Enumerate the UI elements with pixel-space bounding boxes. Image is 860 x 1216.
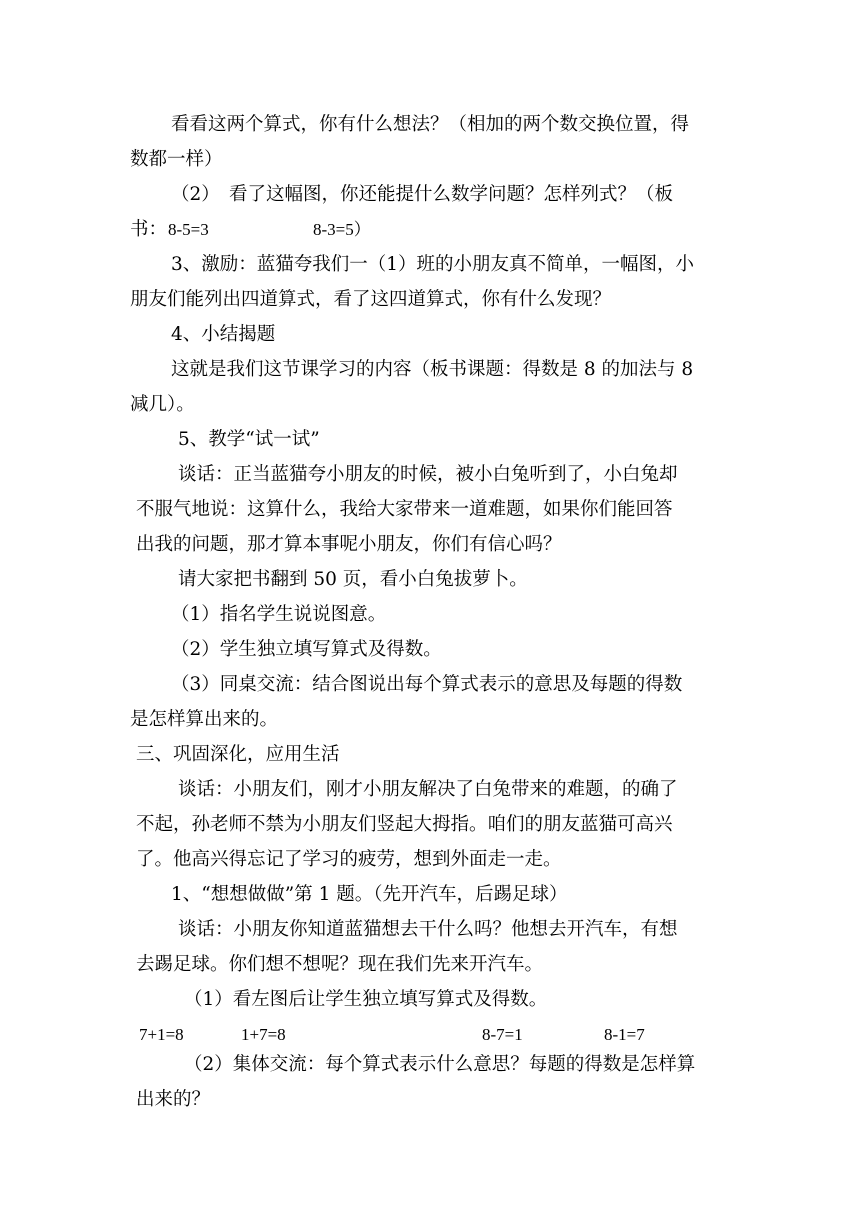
paragraph-line: 去踢足球。你们想不想呢？现在我们先来开汽车。 <box>136 954 544 975</box>
paragraph-line: 出我的问题，那才算本事呢小朋友，你们有信心吗？ <box>136 534 562 555</box>
paragraph-line: （1）指名学生说说图意。 <box>171 604 387 625</box>
board-equation: 8-5=3 <box>168 220 209 239</box>
paragraph-line: （2） 看了这幅图，你还能提什么数学问题？怎样列式？（板 <box>171 184 674 205</box>
paragraph-line: 减几）。 <box>130 394 195 415</box>
paragraph-line: 看看这两个算式，你有什么想法？（相加的两个数交换位置，得 <box>171 114 690 135</box>
paragraph-line: 书： <box>130 219 168 240</box>
paragraph-line: 谈话：小朋友你知道蓝猫想去干什么吗？他想去开汽车，有想 <box>178 919 678 940</box>
section-heading: 5、教学“试一试” <box>178 429 320 450</box>
paragraph-line: 不起，孙老师不禁为小朋友们竖起大拇指。咱们的朋友蓝猫可高兴 <box>136 814 673 835</box>
section-heading: 三、巩固深化，应用生活 <box>136 744 340 765</box>
board-equation: 8-3=5） <box>313 220 371 239</box>
paragraph-line: （3）同桌交流：结合图说出每个算式表示的意思及每题的得数 <box>171 674 683 695</box>
paragraph-line: 了。他高兴得忘记了学习的疲劳，想到外面走一走。 <box>136 849 562 870</box>
paragraph-line: （1）看左图后让学生独立填写算式及得数。 <box>184 989 548 1010</box>
paragraph-line: （2）学生独立填写算式及得数。 <box>171 639 442 660</box>
paragraph-line: （2）集体交流：每个算式表示什么意思？每题的得数是怎样算 <box>184 1054 696 1075</box>
paragraph-line: 出来的？ <box>136 1089 211 1110</box>
section-heading: 4、小结揭题 <box>171 324 276 345</box>
paragraph-line: 数都一样） <box>130 149 223 170</box>
paragraph-line: 谈话：正当蓝猫夸小朋友的时候，被小白兔听到了，小白兔却 <box>178 464 678 485</box>
paragraph-line: 3、激励：蓝猫夸我们一（1）班的小朋友真不简单，一幅图，小 <box>171 254 695 275</box>
paragraph-line: 朋友们能列出四道算式，看了这四道算式，你有什么发现？ <box>130 289 612 310</box>
paragraph-line: 请大家把书翻到 50 页，看小白兔拔萝卜。 <box>178 569 528 590</box>
paragraph-line: 是怎样算出来的。 <box>130 709 279 730</box>
exercise-equation: 1+7=8 <box>241 1025 286 1044</box>
paragraph-line: 不服气地说：这算什么，我给大家带来一道难题，如果你们能回答 <box>136 499 673 520</box>
paragraph-line: 谈话：小朋友们，刚才小朋友解决了白兔带来的难题，的确了 <box>178 779 678 800</box>
exercise-equation: 7+1=8 <box>139 1025 184 1044</box>
exercise-equation: 8-7=1 <box>482 1025 523 1044</box>
section-heading: 1、“想想做做”第 1 题。（先开汽车，后踢足球） <box>171 884 568 905</box>
paragraph-line: 这就是我们这节课学习的内容（板书课题：得数是 8 的加法与 8 <box>171 359 694 380</box>
exercise-equation: 8-1=7 <box>604 1025 645 1044</box>
